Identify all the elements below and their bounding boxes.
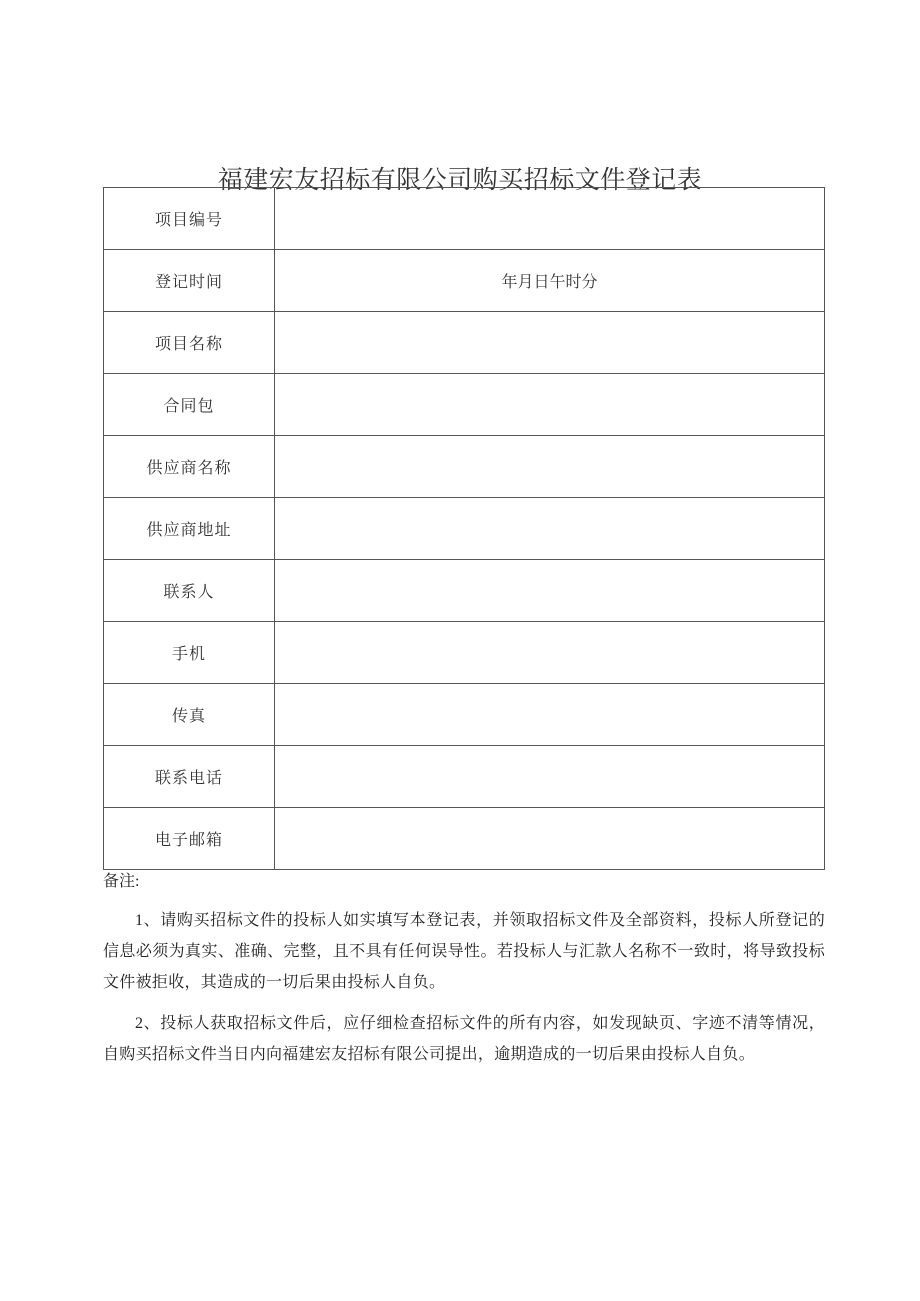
contact-phone-field[interactable] xyxy=(275,746,825,808)
field-label: 登记时间 xyxy=(104,250,275,312)
note-item-1: 1、请购买招标文件的投标人如实填写本登记表，并领取招标文件及全部资料，投标人所登记的信息必须为真实、准确、完整，且不具有任何误导性。若投标人与汇款人名称不一致时，将导致投标文件被拒收，其造成的一切后果由投标人自负。 xyxy=(103,912,825,991)
table-row-contract-package xyxy=(104,374,825,436)
table-row-email xyxy=(104,808,825,870)
project-number-field[interactable] xyxy=(275,188,825,250)
field-label: 合同包 xyxy=(104,374,275,436)
table-row-supplier-address xyxy=(104,498,825,560)
supplier-address-field[interactable] xyxy=(275,498,825,560)
table-row-project-name xyxy=(104,312,825,374)
notes-label: 备注: xyxy=(103,873,140,890)
field-label: 联系电话 xyxy=(104,746,275,808)
table-row-contact-person xyxy=(104,560,825,622)
field-label: 电子邮箱 xyxy=(104,808,275,870)
table-row-contact-phone xyxy=(104,746,825,808)
registration-form-table xyxy=(103,187,825,870)
table-row-mobile xyxy=(104,622,825,684)
fax-field[interactable] xyxy=(275,684,825,746)
registration-time-field[interactable]: 年月日午时分 xyxy=(275,250,825,312)
table-row-registration-time xyxy=(104,250,825,312)
field-label: 手机 xyxy=(104,622,275,684)
supplier-name-field[interactable] xyxy=(275,436,825,498)
contract-package-field[interactable] xyxy=(275,374,825,436)
field-label: 供应商地址 xyxy=(104,498,275,560)
note-item-2: 2、投标人获取招标文件后，应仔细检查招标文件的所有内容，如发现缺页、字迹不清等情况，自购买招标文件当日内向福建宏友招标有限公司提出，逾期造成的一切后果由投标人自负。 xyxy=(103,1015,825,1063)
field-label: 联系人 xyxy=(104,560,275,622)
table-row-supplier-name xyxy=(104,436,825,498)
field-label: 项目编号 xyxy=(104,188,275,250)
field-label: 传真 xyxy=(104,684,275,746)
project-name-field[interactable] xyxy=(275,312,825,374)
table-row-fax xyxy=(104,684,825,746)
contact-person-field[interactable] xyxy=(275,560,825,622)
field-label: 项目名称 xyxy=(104,312,275,374)
page-title: 福建宏友招标有限公司购买招标文件登记表 xyxy=(217,164,703,194)
mobile-field[interactable] xyxy=(275,622,825,684)
field-label: 供应商名称 xyxy=(104,436,275,498)
table-row-project-number xyxy=(104,188,825,250)
notes-section xyxy=(103,866,825,1080)
email-field[interactable] xyxy=(275,808,825,870)
